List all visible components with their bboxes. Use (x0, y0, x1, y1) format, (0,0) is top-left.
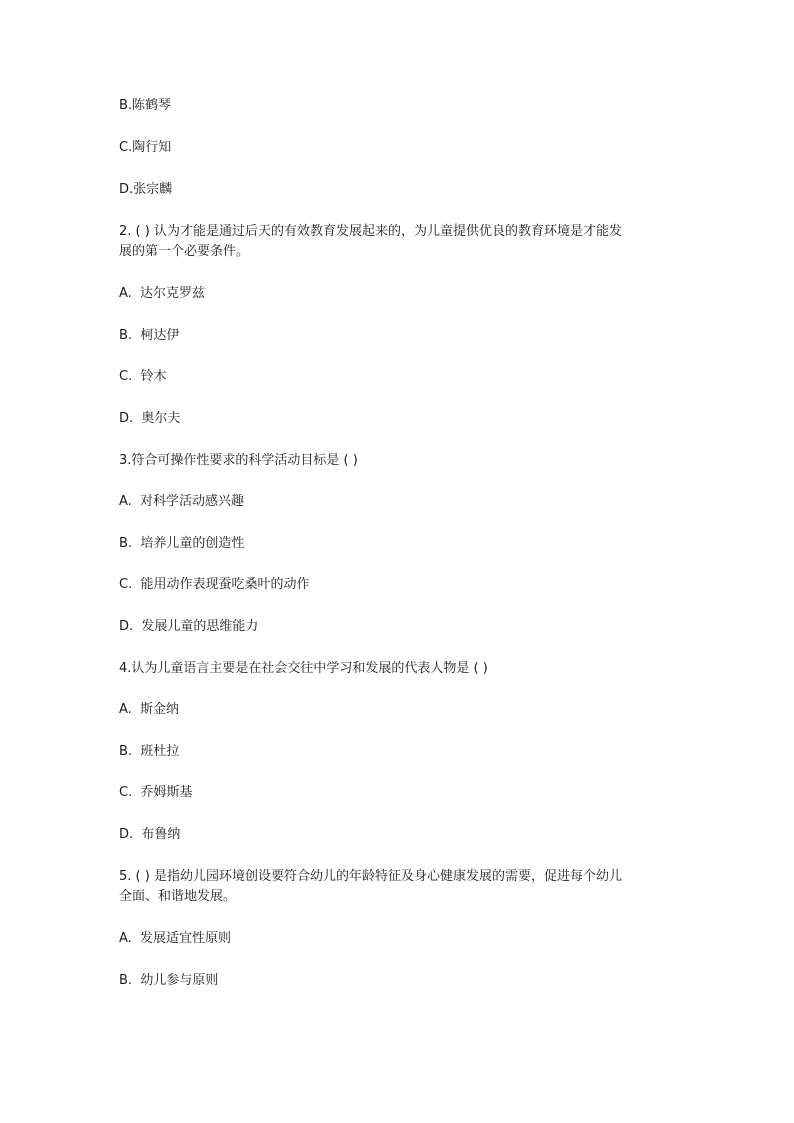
q2-option-c: C. 铃木 (119, 369, 167, 384)
q2-option-d: D. 奥尔夫 (119, 411, 181, 426)
q3-option-a: A. 对科学活动感兴趣 (119, 494, 245, 509)
q3-option-b: B. 培养儿童的创造性 (119, 536, 245, 551)
q4-option-c: C. 乔姆斯基 (119, 785, 193, 800)
q2-stem-line1: 2. ( ) 认为才能是通过后天的有效教育发展起来的，为儿童提供优良的教育环境是才能发 (119, 224, 622, 239)
q4-option-a: A. 斯金纳 (119, 702, 180, 717)
q1-option-d: D.张宗麟 (119, 182, 173, 197)
q3-option-d: D. 发展儿童的思维能力 (119, 619, 259, 634)
q4-stem: 4.认为儿童语言主要是在社会交往中学习和发展的代表人物是 ( ) (119, 661, 488, 676)
q3-stem: 3.符合可操作性要求的科学活动目标是 ( ) (119, 453, 358, 468)
q4-option-b: B. 班杜拉 (119, 744, 180, 759)
q1-option-b: B.陈鹤琴 (119, 98, 172, 113)
q2-option-a: A. 达尔克罗兹 (119, 286, 206, 301)
q1-option-c: C.陶行知 (119, 140, 172, 155)
q2-option-b: B. 柯达伊 (119, 328, 180, 343)
q5-stem-line1: 5. ( ) 是指幼儿园环境创设要符合幼儿的年龄特征及身心健康发展的需要，促进每个幼儿 (119, 869, 622, 884)
q5-stem-line2: 全面、和谐地发展。 (119, 889, 237, 904)
q4-option-d: D. 布鲁纳 (119, 827, 181, 842)
q3-option-c: C. 能用动作表现蚕吃桑叶的动作 (119, 577, 310, 592)
q2-stem-line2: 展的第一个必要条件。 (119, 244, 250, 259)
q5-option-a: A. 发展适宜性原则 (119, 931, 232, 946)
q5-option-b: B. 幼儿参与原则 (119, 973, 219, 988)
